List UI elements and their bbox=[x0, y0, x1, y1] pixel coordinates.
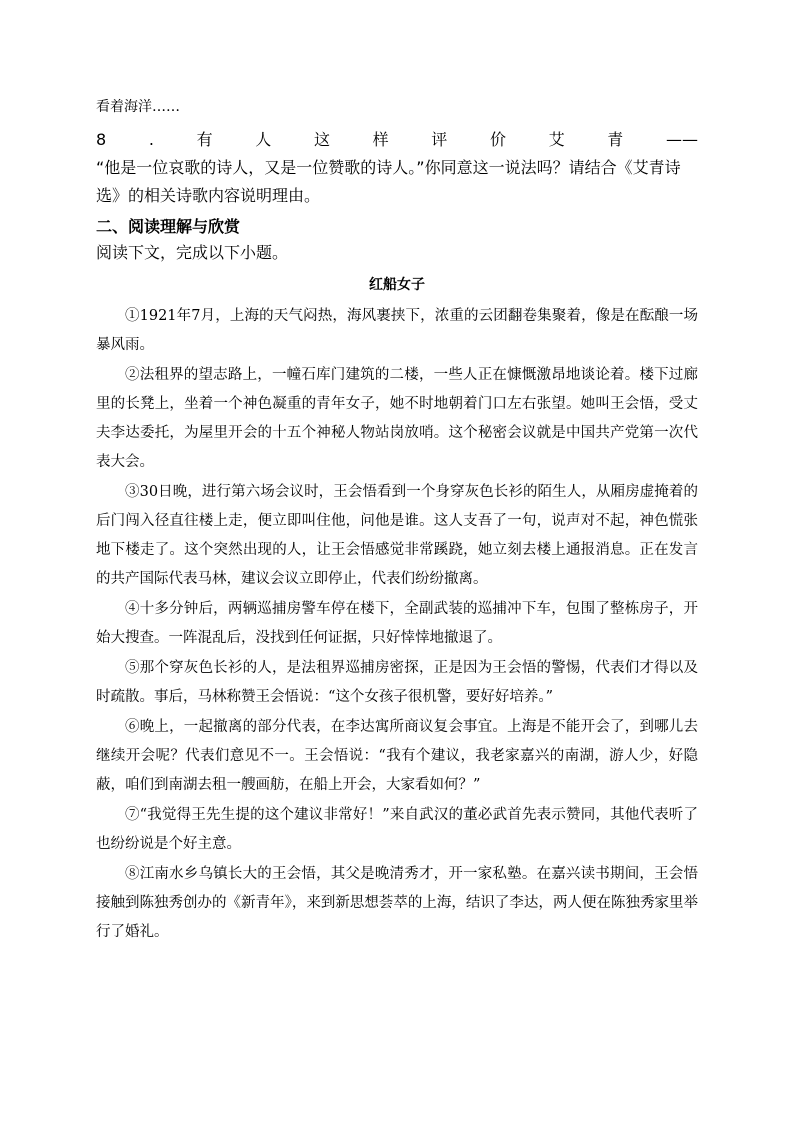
question-8-char: 这 bbox=[313, 130, 330, 149]
question-8-char: . bbox=[148, 130, 154, 149]
article-body bbox=[96, 302, 698, 947]
question-8-char: 有 bbox=[196, 130, 213, 149]
article-paragraph-8: ⑧江南水乡乌镇长大的王会悟，其父是晚清秀才，开一家私塾。在嘉兴读书期间，王会悟接触到陈独秀创办的《新青年》，来到新思想荟萃的上海，结识了李达，两人便在陈独秀家里举行了婚礼。 bbox=[96, 866, 698, 940]
article-paragraph-6: ⑥晚上，一起撤离的部分代表，在李达寓所商议复会事宜。上海是不能开会了，到哪儿去继续开会呢？代表们意见不一。王会悟说：“我有个建议，我老家嘉兴的南湖，游人少，好隐蔽，咱们到南湖去租一艘画舫，在船上开会，大家看如何？” bbox=[96, 719, 698, 793]
poem-closing-line: 看着海洋…… bbox=[96, 99, 180, 115]
article-paragraph-1: ①1921年7月，上海的天气闷热，海风裹挟下，浓重的云团翻卷集聚着，像是在酝酿一场暴风雨。 bbox=[96, 308, 698, 353]
article-title: 红船女子 bbox=[369, 277, 425, 293]
question-8-char: 青 bbox=[607, 130, 624, 149]
article-paragraph-5: ⑤那个穿灰色长衫的人，是法租界巡捕房密探，正是因为王会悟的警惕，代表们才得以及时疏散。事后，马林称赞王会悟说：“这个女孩子很机警，要好好培养。” bbox=[96, 660, 698, 705]
question-8 bbox=[96, 126, 698, 210]
question-8-char: 评 bbox=[431, 130, 448, 149]
section-instruction: 阅读下文，完成以下小题。 bbox=[96, 243, 289, 262]
question-8-char: 样 bbox=[372, 130, 389, 149]
question-8-char: 8 bbox=[96, 130, 107, 149]
question-8-text: “他是一位哀歌的诗人，又是一位赞歌的诗人。”你同意这一说法吗？请结合《艾青诗选》的相关诗歌内容说明理由。 bbox=[96, 158, 681, 205]
question-8-char: —— bbox=[665, 130, 698, 149]
question-8-first-line bbox=[96, 126, 698, 154]
article-paragraph-3: ③30日晚，进行第六场会议时，王会悟看到一个身穿灰色长衫的陌生人，从厢房虚掩着的后门闯入径直往楼上走，便立即叫住他，问他是谁。这人支吾了一句，说声对不起，神色慌张地下楼走了。这个突然出现的人，让王会悟感觉非常蹊跷，她立刻去楼上通报消息。正在发言的共产国际代表马林，建议会议立即停止，代表们纷纷撤离。 bbox=[96, 484, 698, 587]
article-paragraph-2: ②法租界的望志路上，一幢石库门建筑的二楼，一些人正在慷慨激昂地谈论着。楼下过廊里的长凳上，坐着一个神色凝重的青年女子，她不时地朝着门口左右张望。她叫王会悟，受丈夫李达委托，为屋里开会的十五个神秘人物站岗放哨。这个秘密会议就是中国共产党第一次代表大会。 bbox=[96, 367, 698, 470]
page-content bbox=[96, 96, 698, 948]
article-paragraph-7: ⑦“我觉得王先生提的这个建议非常好！”来自武汉的董必武首先表示赞同，其他代表听了也纷纷说是个好主意。 bbox=[96, 807, 698, 852]
article-paragraph-4: ④十多分钟后，两辆巡捕房警车停在楼下，全副武装的巡捕冲下车，包围了整栋房子，开始大搜查。一阵混乱后，没找到任何证据，只好悻悻地撤退了。 bbox=[96, 601, 698, 646]
section-heading: 二、阅读理解与欣赏 bbox=[96, 217, 241, 236]
question-8-char: 艾 bbox=[548, 130, 565, 149]
question-8-char: 人 bbox=[255, 130, 272, 149]
question-8-char: 价 bbox=[489, 130, 506, 149]
